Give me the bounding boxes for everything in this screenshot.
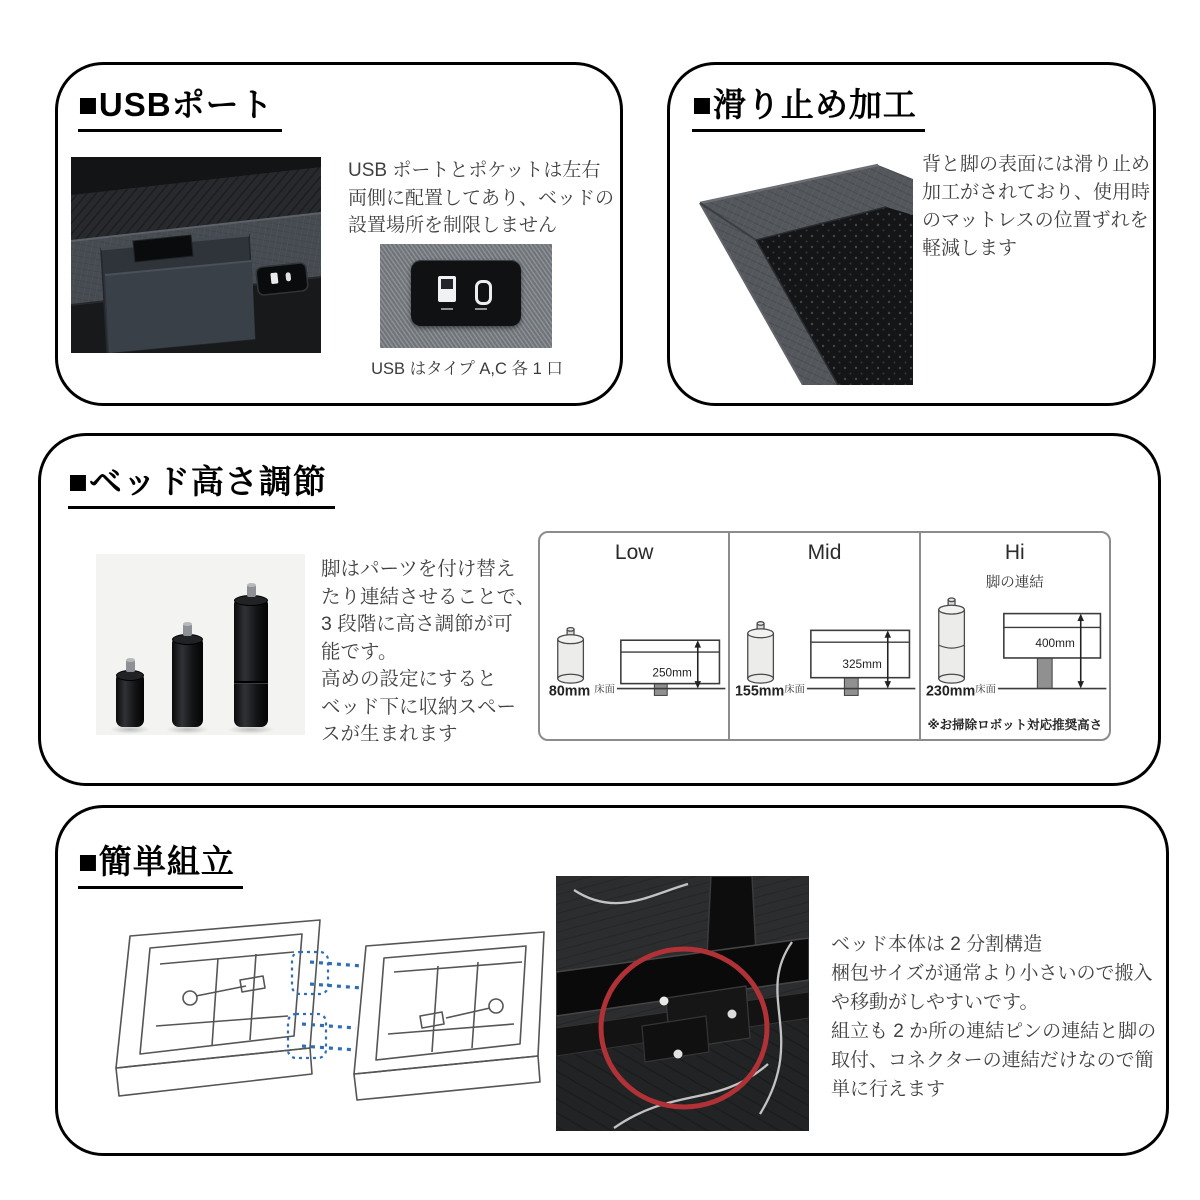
- text-line: 加工がされており、使用時: [922, 182, 1151, 203]
- svg-text:230mm: 230mm: [925, 683, 975, 700]
- text-line: USB ポートとポケットは左右: [348, 160, 601, 181]
- text-line: 能です。: [321, 640, 398, 663]
- height-section-title: ■ベッド高さ調節: [68, 456, 335, 509]
- legs-photo: [96, 554, 305, 735]
- assembly-description: [831, 930, 1156, 1104]
- usb-closeup-photo: [380, 244, 552, 348]
- connection-pin-photo: [556, 876, 809, 1131]
- frame-assembly-drawing: [98, 906, 548, 1113]
- column-header: Low: [614, 541, 654, 564]
- section-antislip: [667, 62, 1156, 406]
- leg-tall: [234, 600, 268, 727]
- antislip-description: [922, 151, 1150, 263]
- text-line: 背と脚の表面には滑り止め: [922, 154, 1151, 175]
- text-line: のマットレスの位置ずれを: [922, 210, 1149, 231]
- column-subtitle: 脚の連結: [985, 575, 1044, 591]
- bed-pocket-photo: [71, 157, 321, 353]
- mid-height-diagram: [730, 573, 918, 738]
- svg-text:400mm: 400mm: [1035, 636, 1075, 651]
- usb-type-c-port-icon: [475, 280, 492, 305]
- height-table-column-hi: [919, 533, 1109, 739]
- text-line: 脚はパーツを付け替え: [321, 558, 516, 580]
- text-line: スが生まれます: [321, 723, 458, 745]
- text-line: 梱包サイズが通常より小さいので搬入: [831, 963, 1153, 984]
- svg-text:325mm: 325mm: [842, 656, 883, 671]
- text-line: 3 段階に高さ調節が可: [321, 613, 513, 635]
- text-line: 組立も 2 か所の連結ピンの連結と脚の: [831, 1021, 1157, 1042]
- usb-caption: USB はタイプ A,C 各 1 口: [371, 360, 563, 378]
- section-usb-port: [55, 62, 623, 406]
- usb-section-title: ■USBポート: [78, 79, 282, 132]
- usb-type-a-port-icon: [438, 276, 456, 302]
- svg-text:床面: 床面: [784, 684, 806, 696]
- text-line: 両側に配置してあり、ベッドの: [348, 187, 615, 209]
- usb-panel-on-bed: [256, 262, 309, 295]
- assembly-section-title: ■簡単組立: [78, 836, 243, 889]
- section-height-adjust: [38, 433, 1161, 786]
- robot-vacuum-footnote: ※お掃除ロボット対応推奨高さ: [927, 718, 1103, 732]
- column-header: Mid: [807, 541, 842, 564]
- svg-text:155mm: 155mm: [735, 683, 785, 700]
- usb-panel: [411, 260, 521, 326]
- svg-text:床面: 床面: [594, 684, 615, 696]
- leg-medium: [172, 639, 203, 727]
- text-line: 軽減します: [922, 238, 1018, 259]
- text-line: 設置場所を制限しません: [348, 215, 558, 236]
- text-line: ベッド下に収納スペー: [321, 695, 517, 718]
- antislip-surface-photo: [688, 145, 913, 385]
- leg-short: [116, 675, 144, 727]
- low-height-diagram: [540, 573, 728, 738]
- antislip-section-title: ■滑り止め加工: [692, 79, 925, 132]
- text-line: ベッド本体は 2 分割構造: [831, 934, 1043, 955]
- height-table: [538, 531, 1111, 741]
- text-line: 取付、コネクターの連結だけなので簡: [831, 1050, 1154, 1071]
- svg-text:80mm: 80mm: [548, 683, 591, 700]
- height-table-column-mid: [728, 533, 918, 739]
- column-header: Hi: [1004, 541, 1025, 564]
- text-line: 高めの設定にすると: [321, 668, 497, 690]
- hi-height-diagram: [921, 573, 1109, 738]
- height-table-column-low: [540, 533, 728, 739]
- text-line: 単に行えます: [831, 1079, 946, 1100]
- height-description: [321, 556, 535, 749]
- text-line: たり連結させることで、: [321, 585, 536, 608]
- svg-text:床面: 床面: [974, 684, 996, 696]
- svg-text:250mm: 250mm: [652, 665, 692, 680]
- section-easy-assembly: [55, 805, 1169, 1156]
- text-line: や移動がしやすいです。: [831, 992, 1039, 1013]
- usb-description: [348, 157, 614, 240]
